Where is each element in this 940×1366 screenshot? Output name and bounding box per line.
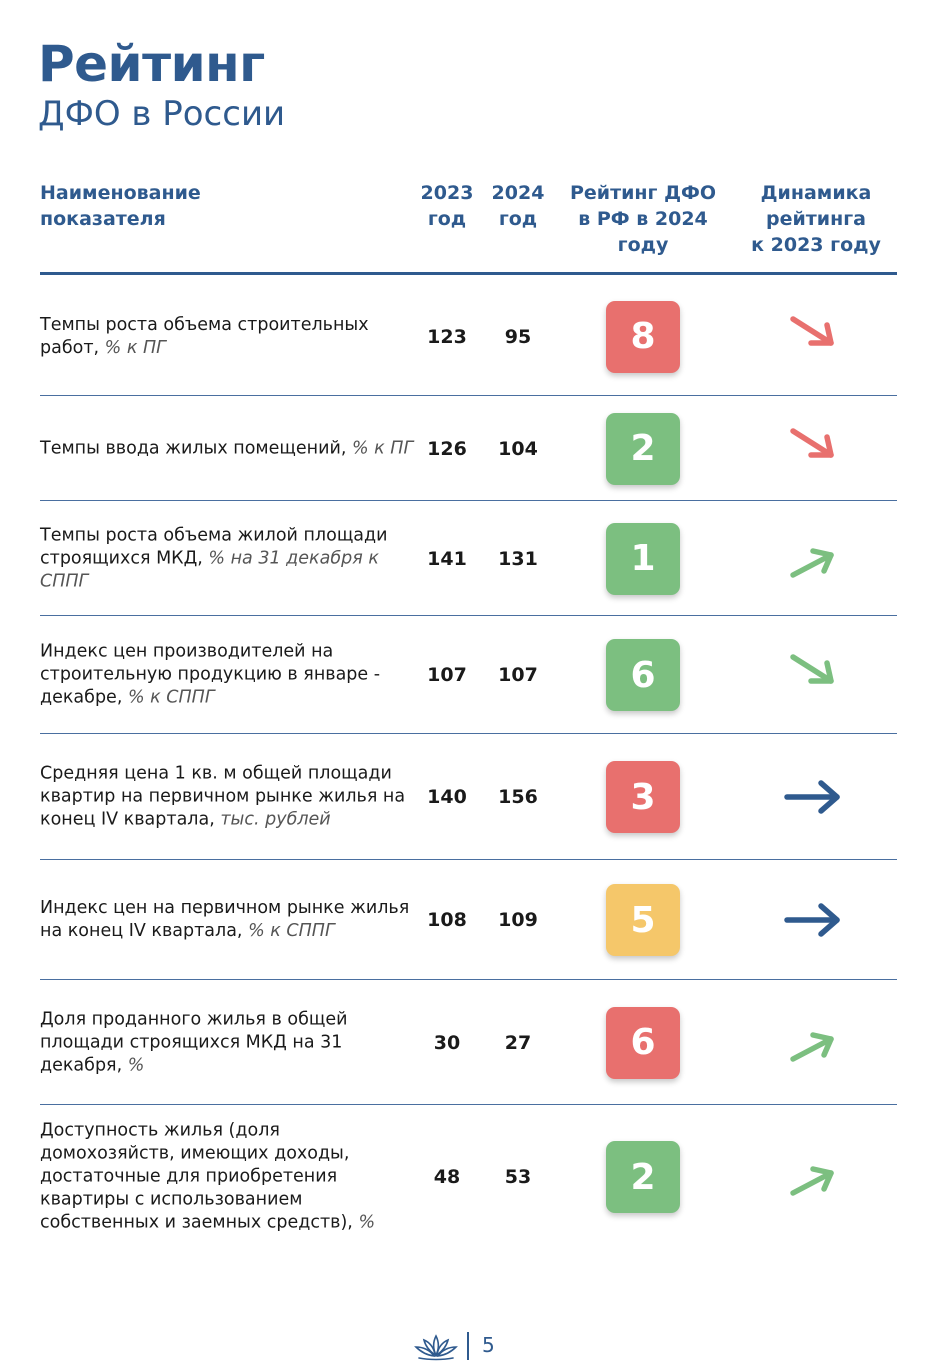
indicator-label: Средняя цена 1 кв. м общей площади квартир на первичном рынке жилья на конец IV квартала, (40, 763, 406, 830)
value-2024: 156 (498, 786, 538, 808)
indicator-name (40, 1008, 420, 1077)
indicator-name (40, 897, 420, 943)
indicator-unit: тыс. рублей (220, 809, 331, 830)
value-2023: 108 (427, 909, 467, 931)
page-number: 5 (482, 1333, 495, 1357)
value-2023: 48 (433, 1166, 461, 1188)
trend-arrow-icon (773, 1013, 853, 1073)
indicator-name (40, 1120, 420, 1235)
table-row (40, 396, 897, 501)
rank-badge: 1 (606, 523, 680, 595)
indicator-unit: % к ПГ (104, 337, 166, 358)
rank-badge: 2 (606, 1141, 680, 1213)
table-row (40, 734, 897, 860)
rank-badge: 2 (606, 413, 680, 485)
indicator-label: Темпы ввода жилых помещений, (40, 438, 347, 458)
header-dynamics: Динамика рейтинга к 2023 году (751, 182, 881, 256)
value-2024: 107 (498, 664, 538, 686)
indicator-label: Темпы роста объема строительных работ, (40, 314, 369, 358)
value-2023: 126 (427, 437, 467, 460)
rank-badge: 6 (606, 639, 680, 711)
trend-arrow-icon (773, 1147, 853, 1207)
trend-arrow-icon (773, 645, 853, 705)
value-2023: 141 (427, 547, 467, 570)
indicator-unit: % (127, 1055, 145, 1075)
rank-badge: 8 (606, 301, 680, 373)
indicator-name (40, 314, 420, 360)
indicator-label: Индекс цен на первичном рынке жилья на конец IV квартала, (40, 898, 410, 941)
page-title: Рейтинг (38, 35, 265, 93)
page-subtitle: ДФО в России (38, 94, 286, 134)
indicator-label: Доля проданного жилья в общей площади строящихся МКД на 31 декабря, (40, 1009, 348, 1075)
table-row (40, 501, 897, 616)
rank-badge: 5 (606, 884, 680, 956)
value-2023: 30 (433, 1031, 461, 1054)
indicator-name (40, 437, 420, 460)
trend-arrow-icon (773, 419, 853, 479)
header-2024: 2024 год (491, 182, 545, 230)
indicator-unit: % к СППГ (248, 921, 335, 941)
trend-arrow-icon (773, 529, 853, 589)
indicator-label: Индекс цен производителей на строительную продукцию в январе - декабре, (40, 641, 381, 708)
header-rank: Рейтинг ДФО в РФ в 2024 году (569, 182, 717, 256)
rank-badge: 6 (606, 1007, 680, 1079)
value-2024: 131 (498, 547, 538, 570)
table-row (40, 1105, 897, 1249)
indicator-name (40, 524, 420, 593)
value-2023: 123 (427, 325, 467, 348)
value-2023: 107 (427, 664, 467, 686)
table-row (40, 616, 897, 734)
trend-arrow-icon (773, 890, 853, 950)
table-row (40, 980, 897, 1105)
value-2023: 140 (427, 786, 467, 808)
lotus-icon (413, 1333, 459, 1361)
indicator-name (40, 763, 420, 832)
trend-arrow-icon (773, 307, 853, 367)
table-row (40, 860, 897, 980)
value-2024: 104 (498, 437, 538, 460)
value-2024: 53 (504, 1166, 532, 1188)
indicator-unit: % к ПГ (351, 438, 414, 458)
header-2023: 2023 год (420, 182, 474, 230)
table-row (40, 277, 897, 396)
indicator-label: Темпы роста объема жилой площади строящихся МКД, (40, 525, 388, 568)
value-2024: 95 (504, 325, 532, 348)
header-name: Наименование показателя (40, 182, 201, 230)
footer-divider (467, 1332, 469, 1360)
indicator-label: Доступность жилья (доля домохозяйств, имеющих доходы, достаточные для приобретения квартиры с использованием собственных и заемных средств), (40, 1120, 353, 1233)
value-2024: 27 (504, 1031, 532, 1054)
indicator-name (40, 641, 420, 710)
header-divider (40, 272, 897, 275)
indicator-unit: % на 31 декабря к СППГ (40, 548, 379, 591)
trend-arrow-icon (773, 767, 853, 827)
indicator-unit: % (358, 1212, 376, 1233)
rank-badge: 3 (606, 761, 680, 833)
indicator-unit: % к СППГ (127, 687, 215, 708)
value-2024: 109 (498, 909, 538, 931)
